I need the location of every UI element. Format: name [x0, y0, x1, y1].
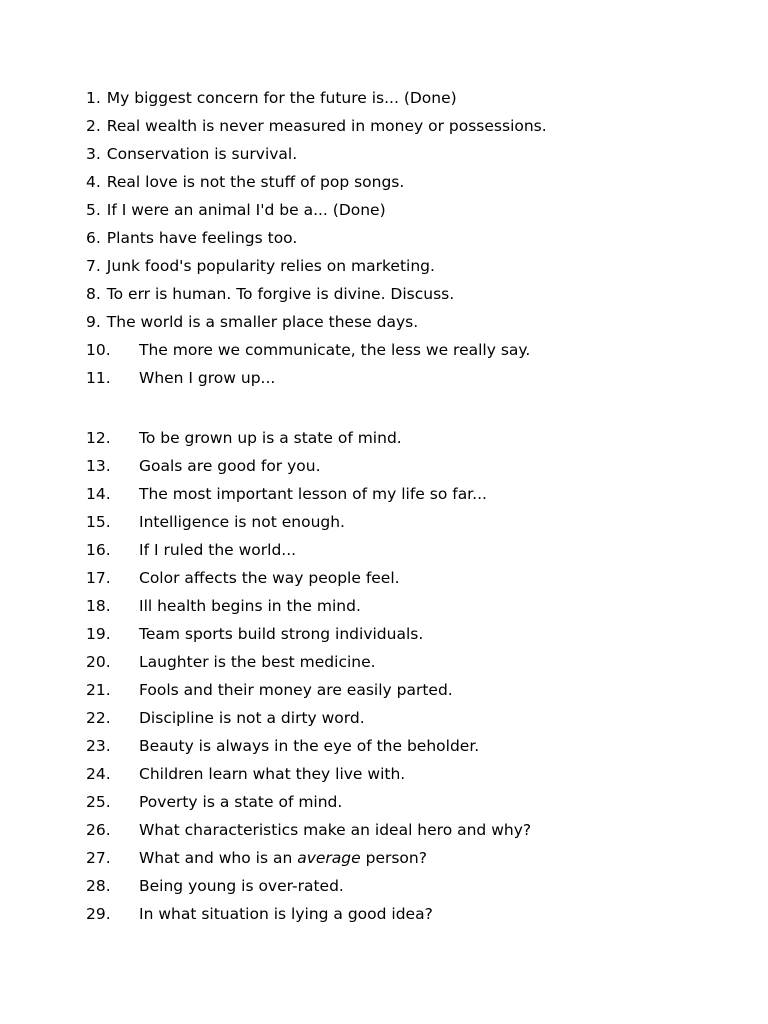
list-item: [86, 364, 746, 392]
list-item: [86, 336, 746, 364]
item-text-end: person?: [360, 849, 427, 867]
item-text: Children learn what they live with.: [139, 765, 406, 783]
item-number: 7.: [86, 257, 101, 275]
item-text: Real love is not the stuff of pop songs.: [106, 173, 405, 191]
list-item: [86, 816, 746, 844]
item-text: My biggest concern for the future is... (Done): [106, 89, 457, 107]
list-item: [86, 760, 746, 788]
list-item: [86, 480, 746, 508]
item-number: 29.: [86, 905, 111, 923]
item-text: To be grown up is a state of mind.: [139, 429, 402, 447]
list-item: [86, 252, 746, 280]
list-item: [86, 280, 746, 308]
list-item: [86, 196, 746, 224]
item-number: 26.: [86, 821, 111, 839]
list-item: [86, 704, 746, 732]
item-text: To err is human. To forgive is divine. Discuss.: [106, 285, 455, 303]
item-text: Team sports build strong individuals.: [139, 625, 424, 643]
list-item: [86, 168, 746, 196]
list-item: [86, 536, 746, 564]
list-item: [86, 564, 746, 592]
item-number: 12.: [86, 429, 111, 447]
item-text-start: What and who is an: [139, 849, 298, 867]
item-text: [139, 844, 427, 872]
item-number: 21.: [86, 681, 111, 699]
item-number: 15.: [86, 513, 111, 531]
item-number: 14.: [86, 485, 111, 503]
item-text: The most important lesson of my life so far...: [139, 485, 487, 503]
item-number: 24.: [86, 765, 111, 783]
item-text: When I grow up...: [139, 369, 276, 387]
item-text: Real wealth is never measured in money or possessions.: [106, 117, 547, 135]
item-text-italic: average: [297, 849, 361, 867]
list-item: [86, 84, 746, 112]
list-item: [86, 648, 746, 676]
item-text: Fools and their money are easily parted.: [139, 681, 453, 699]
item-text: Goals are good for you.: [139, 457, 321, 475]
list-item: [86, 224, 746, 252]
list-item: [86, 788, 746, 816]
list-item: [86, 900, 746, 928]
item-text: Poverty is a state of mind.: [139, 793, 343, 811]
item-number: 13.: [86, 457, 111, 475]
item-number: 23.: [86, 737, 111, 755]
item-number: 1.: [86, 89, 101, 107]
item-number: 28.: [86, 877, 111, 895]
item-text: Junk food's popularity relies on marketing.: [106, 257, 435, 275]
list-item: [86, 592, 746, 620]
item-number: 3.: [86, 145, 101, 163]
list-item: [86, 676, 746, 704]
essay-topic-list: [86, 84, 746, 928]
item-text: What characteristics make an ideal hero and why?: [139, 821, 532, 839]
item-number: 8.: [86, 285, 101, 303]
item-text: If I ruled the world...: [139, 541, 297, 559]
item-number: 4.: [86, 173, 101, 191]
item-text: Laughter is the best medicine.: [139, 653, 376, 671]
item-number: 5.: [86, 201, 101, 219]
list-item: [86, 140, 746, 168]
item-text: The more we communicate, the less we really say.: [139, 341, 531, 359]
item-text: Color affects the way people feel.: [139, 569, 400, 587]
list-item: [86, 620, 746, 648]
item-text: Being young is over-rated.: [139, 877, 344, 895]
item-text: Conservation is survival.: [106, 145, 298, 163]
item-number: 18.: [86, 597, 111, 615]
item-number: 20.: [86, 653, 111, 671]
list-item: [86, 452, 746, 480]
item-number: 19.: [86, 625, 111, 643]
list-item: [86, 508, 746, 536]
item-number: 6.: [86, 229, 101, 247]
item-number: 17.: [86, 569, 111, 587]
item-number: 2.: [86, 117, 101, 135]
item-number: 27.: [86, 849, 111, 867]
item-text: The world is a smaller place these days.: [106, 313, 419, 331]
list-item: [86, 732, 746, 760]
item-text: Plants have feelings too.: [106, 229, 298, 247]
item-number: 11.: [86, 369, 111, 387]
list-item: [86, 424, 746, 452]
item-number: 25.: [86, 793, 111, 811]
item-number: 10.: [86, 341, 111, 359]
item-text: Beauty is always in the eye of the beholder.: [139, 737, 480, 755]
item-text: In what situation is lying a good idea?: [139, 905, 433, 923]
item-text: Discipline is not a dirty word.: [139, 709, 365, 727]
list-item: [86, 308, 746, 336]
item-text: Ill health begins in the mind.: [139, 597, 361, 615]
item-text: If I were an animal I'd be a... (Done): [106, 201, 386, 219]
item-number: 16.: [86, 541, 111, 559]
list-item: [86, 872, 746, 900]
list-item: [86, 112, 746, 140]
list-item: [86, 844, 746, 872]
item-text: Intelligence is not enough.: [139, 513, 345, 531]
item-number: 9.: [86, 313, 101, 331]
item-number: 22.: [86, 709, 111, 727]
